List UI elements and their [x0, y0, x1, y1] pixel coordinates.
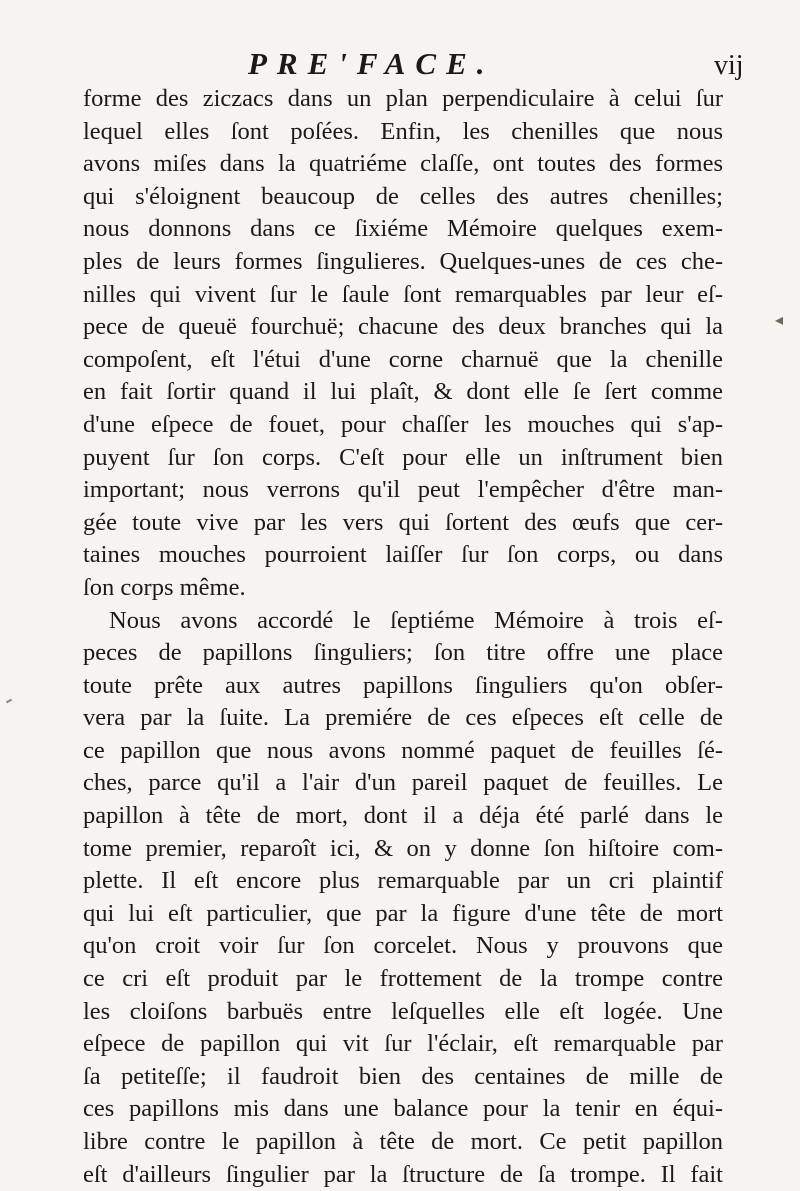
text-line: ce papillon que nous avons nommé paquet de feuilles ſé- — [83, 736, 723, 764]
text-line: ſon corps même. — [83, 573, 246, 601]
text-line: compoſent, eſt l'étui d'une corne charnuë que la chenille — [83, 345, 723, 373]
page-number: vij — [714, 50, 744, 81]
text-line: en fait ſortir quand il lui plaît, & dont elle ſe ſert comme — [83, 378, 723, 406]
text-line: ſa petiteſſe; il faudroit bien des centaines de mille de — [83, 1062, 723, 1090]
text-line: ces papillons mis dans une balance pour la tenir en équi- — [83, 1095, 723, 1123]
text-line: d'une eſpece de fouet, pour chaſſer les mouches qui s'ap- — [83, 410, 723, 438]
text-line: qu'on croit voir ſur ſon corcelet. Nous y prouvons que — [83, 932, 723, 960]
text-line: pece de queuë fourchuë; chacune des deux branches qui la — [83, 313, 723, 341]
text-line: plette. Il eſt encore plus remarquable par un cri plaintif — [83, 867, 723, 895]
text-line: puyent ſur ſon corps. C'eſt pour elle un inſtrument bien — [83, 443, 723, 471]
text-line: nous donnons dans ce ſixiéme Mémoire quelques exem- — [83, 215, 723, 243]
text-line: eſpece de papillon qui vit ſur l'éclair, eſt remarquable par — [83, 1030, 723, 1058]
text-line: qui s'éloignent beaucoup de celles des autres chenilles; — [83, 182, 723, 210]
paragraph-first-line: Nous avons accordé le ſeptiéme Mémoire à trois eſ- — [109, 606, 723, 634]
text-line: lequel elles ſont poſées. Enfin, les chenilles que nous — [83, 117, 723, 145]
text-line: vera par la ſuite. La premiére de ces eſpeces eſt celle de — [83, 704, 723, 732]
text-line: ples de leurs formes ſingulieres. Quelques-unes de ces che- — [83, 247, 723, 275]
text-line: les cloiſons barbuës entre leſquelles elle eſt logée. Une — [83, 997, 723, 1025]
body-text — [83, 83, 723, 1191]
text-line: ches, parce qu'il a l'air d'un pareil paquet de feuilles. Le — [83, 769, 723, 797]
text-line: taines mouches pourroient laiſſer ſur ſon corps, ou dans — [83, 541, 723, 569]
text-line: qui lui eſt particulier, que par la figure d'une tête de mort — [83, 899, 723, 927]
text-line: eſt d'ailleurs ſingulier par la ſtructure de ſa trompe. Il fait — [83, 1160, 723, 1188]
text-line: libre contre le papillon à tête de mort. Ce petit papillon — [83, 1128, 723, 1155]
text-line: tome premier, reparoît ici, & on y donne ſon hiſtoire com- — [83, 834, 723, 862]
text-line: nilles qui vivent ſur le ſaule ſont remarquables par leur eſ- — [83, 280, 723, 308]
text-line: ce cri eſt produit par le frottement de la trompe contre — [83, 965, 723, 993]
text-line: avons miſes dans la quatriéme claſſe, ont toutes des formes — [83, 150, 723, 178]
margin-ink-mark: ◂ — [775, 310, 784, 329]
text-line: gée toute vive par les vers qui ſortent des œufs que cer- — [83, 508, 723, 536]
running-head — [0, 44, 800, 84]
text-line: toute prête aux autres papillons ſinguliers qu'on obſer- — [83, 671, 723, 699]
text-line: forme des ziczacs dans un plan perpendiculaire à celui ſur — [83, 85, 723, 112]
text-line: peces de papillons ſinguliers; ſon titre offre une place — [83, 639, 723, 667]
margin-ink-tick — [6, 699, 12, 704]
text-line: important; nous verrons qu'il peut l'empêcher d'être man- — [83, 476, 723, 504]
page-title: PRE'FACE. — [248, 46, 495, 81]
text-line: papillon à tête de mort, dont il a déja été parlé dans le — [83, 802, 723, 830]
